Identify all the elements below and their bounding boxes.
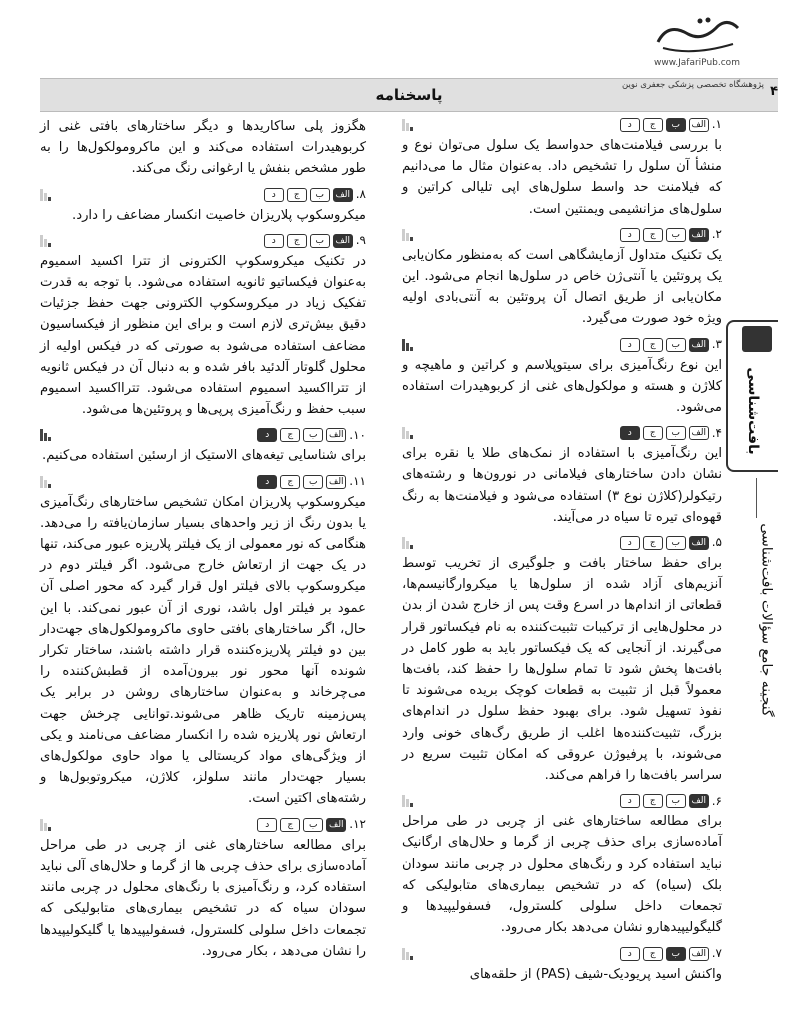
answer-item-header (402, 792, 722, 810)
option-box: ج (643, 338, 663, 352)
option-box: ج (287, 234, 307, 248)
answer-text: برای مطالعه ساختارهای غنی از چربی در طی مراحل آماده‌سازی برای حذف چربی از گرما و حلال‌های ارگانیک نباید استفاده کرد و رنگ‌های محلول در چربی مانند سودان بلک (سیاه) که در تشخیص بیماری‌های متابولیکی که تجمعات داخل سلولی کلسترول، فسفولیپیدها و گلیگولیپیدهارو نشان می‌دهد بکار می‌رود. (402, 814, 722, 936)
difficulty-bars-icon (40, 189, 51, 201)
option-box: ج (643, 536, 663, 550)
difficulty-bar (406, 799, 409, 807)
answer-item (40, 232, 366, 421)
book-title: گنجینه جامع سؤالات بافت‌شناسی (758, 523, 774, 717)
page-number: ۴ (770, 84, 778, 99)
difficulty-bar (48, 827, 51, 831)
difficulty-bar (410, 956, 413, 960)
question-number: ۶. (711, 793, 722, 808)
difficulty-bar (410, 545, 413, 549)
option-box: ب (666, 228, 686, 242)
answer-item (40, 186, 366, 226)
difficulty-bar (402, 948, 405, 960)
answers-left-column (40, 116, 366, 968)
option-box: ب (666, 536, 686, 550)
difficulty-bars-icon (40, 476, 51, 488)
option-box: د (620, 536, 640, 550)
answer-text: برای مطالعه ساختارهای غنی از چربی در طی مراحل آماده‌سازی برای حذف چربی ها از گرما و حلال‌های آلی نباید استفاده کرد، و رنگ‌آمیزی با رنگ‌های محلول در چربی مانند سودان سیاه که در تشخیص بیماری‌های متابولیکی که تجمعات داخل سلولی کلسترول، فسفولیپیدها یا گلیکولیپیدها را نشان می‌دهد ، بکار می‌رود. (40, 837, 366, 959)
difficulty-bar (44, 239, 47, 247)
option-box: د (620, 794, 640, 808)
option-box: د (620, 118, 640, 132)
answer-options (257, 425, 366, 446)
difficulty-bar (406, 952, 409, 960)
difficulty-bar (44, 480, 47, 488)
option-box: ب (303, 475, 323, 489)
option-box: ب (666, 426, 686, 440)
difficulty-bar (40, 819, 43, 831)
difficulty-bar (48, 243, 51, 247)
difficulty-bar (402, 795, 405, 807)
jafari-logo-icon (648, 12, 746, 58)
option-box: د (620, 426, 640, 440)
option-box: ج (280, 818, 300, 832)
answer-item-header (402, 116, 722, 134)
option-box: ب (666, 338, 686, 352)
answer-options (620, 943, 722, 964)
answer-options (620, 532, 722, 553)
answer-options (620, 791, 722, 812)
answer-options (620, 224, 722, 245)
answer-item-header (40, 473, 366, 491)
difficulty-bar (402, 229, 405, 241)
difficulty-bars-icon (402, 339, 413, 351)
difficulty-bar (402, 339, 405, 351)
answer-item-header (40, 426, 366, 444)
difficulty-bar (410, 803, 413, 807)
option-box: ب (310, 234, 330, 248)
option-box: د (264, 188, 284, 202)
difficulty-bar (410, 435, 413, 439)
option-box: ب (666, 794, 686, 808)
difficulty-bar (406, 541, 409, 549)
difficulty-bars-icon (402, 795, 413, 807)
option-box: ب (666, 947, 686, 961)
option-box: ج (643, 228, 663, 242)
answer-options (264, 184, 366, 205)
option-box: ب (303, 818, 323, 832)
answer-item (402, 945, 722, 985)
difficulty-bar (406, 431, 409, 439)
option-box: الف (689, 947, 709, 961)
difficulty-bar (44, 433, 47, 441)
answer-item-header (402, 424, 722, 442)
difficulty-bar (402, 427, 405, 439)
answer-item (40, 116, 366, 180)
option-box: ج (287, 188, 307, 202)
answer-item (40, 473, 366, 810)
question-number: ۱۲. (349, 817, 366, 832)
question-number: ۱۱. (349, 474, 366, 489)
answer-text: در تکنیک میکروسکوپ الکترونی از تترا اکسید اسمیوم به‌عنوان فیکساتیو ثانویه استفاده می‌شود. با توجه به قدرت تفکیک زیاد در میکروسکوپ الکترونی جهت حفظ جزئیات دقیق بیش‌تری لازم است و برای این منظور از فیکساسیون مضاعف استفاده می‌شود به صورتی که در فیکس اولیه از محلول گلوتار آلدئید بافر شده و به دنبال آن در فیکس ثانویه از تترااکسید اسمیوم استفاده می‌شود. تترااکسید اسمیوم سبب حفظ و رنگ‌آمیزی پرپی‌ها و پروتئین‌ها می‌شود. (40, 253, 366, 418)
question-number: ۳. (711, 337, 722, 352)
option-box: د (620, 947, 640, 961)
answer-item (402, 336, 722, 419)
question-number: ۲. (711, 227, 722, 242)
answer-text: یک تکنیک متداول آزمایشگاهی است که به‌منظور مکان‌یابی یک پروتئین یا آنتی‌ژن خاص در سلول‌ها انجام می‌شود. این مکان‌یابی از طریق اتصال آن پروتئین به آنتی‌بادی اولیه ویژه خود صورت می‌گیرد. (402, 247, 722, 327)
answer-item (402, 424, 722, 528)
difficulty-bar (44, 823, 47, 831)
difficulty-bar (40, 476, 43, 488)
logo-url: www.JafariPub.com (654, 58, 740, 68)
answer-item-header (402, 336, 722, 354)
answer-text: با بررسی فیلامنت‌های حدواسط یک سلول می‌توان نوع و منشأ آن سلول را تشخیص داد. به‌عنوان مثال ما می‌دانیم که فیلامنت حد واسط سلول‌های اپی تلیالی کراتین و سلول‌های مزانشیمی ویمنتین است. (402, 138, 722, 217)
option-box: الف (689, 536, 709, 550)
difficulty-bar (402, 537, 405, 549)
difficulty-bar (40, 235, 43, 247)
answer-item-header (40, 816, 366, 834)
option-box: د (257, 428, 277, 442)
option-box: د (620, 338, 640, 352)
answer-text: میکروسکوپ پلاریزان امکان تشخیص ساختارهای رنگ‌آمیزی یا بدون رنگ از زیر واحدهای بسیار سازمان‌یافته را می‌دهد. هنگامی که نور معمولی از یک فیلتر پلاریزه عبور می‌کند، تنها در یک جهت از ارتعاش خارج می‌شود. اگر فیلتر دوم در میکروسکوپ بالای فیلتر اول قرار گیرد که محور اصلی آن عمود بر فیلتر اول باشد، نوری از آن عبور نمی‌کند. با این حال، اگر ساختارهای بافتی حاوی ماکرومولکول‌های جهت‌دار بین دو فیلتر پلاریزه‌کننده قرار داشته باشند، ساختار تکرار شونده آنها محور نور بیرون‌آمده از قطبش‌کننده را می‌چرخاند و به‌عنوان ساختارهای روشن در برابر یک پس‌زمینه تاریک ظاهر می‌شوند.توانایی چرخش جهت ارتعاش نور پلاریزه شده را انکسار مضاعف می‌نامند و یکی از ویژگی‌های مواد کریستالی یا مواد حاوی مولکول‌های بسیار جهت‌دار مانند سلولز، کلاژن، میکروتوبول‌ها و رشته‌های اکتین است. (40, 494, 366, 807)
answer-text: برای شناسایی تیغه‌های الاستیک از ارسئین استفاده می‌کنیم. (42, 448, 366, 464)
option-box: الف (326, 818, 346, 832)
option-box: ج (280, 428, 300, 442)
answer-item-header (40, 232, 366, 250)
difficulty-bar (48, 197, 51, 201)
answer-options (620, 114, 722, 135)
difficulty-bar (410, 347, 413, 351)
difficulty-bars-icon (402, 537, 413, 549)
question-number: ۸. (355, 187, 366, 202)
option-box: الف (689, 338, 709, 352)
chapter-badge-icon (742, 326, 772, 352)
option-box: الف (689, 426, 709, 440)
difficulty-bar (44, 193, 47, 201)
answer-item (402, 792, 722, 938)
answer-text: واکنش اسید پریودیک-شیف (PAS) از حلقه‌های (469, 966, 722, 982)
option-box: ب (666, 118, 686, 132)
answer-item (40, 426, 366, 466)
option-box: ج (280, 475, 300, 489)
question-number: ۷. (711, 945, 722, 960)
answer-item-header (402, 534, 722, 552)
answer-item (402, 226, 722, 330)
difficulty-bar (406, 233, 409, 241)
answer-text: این رنگ‌آمیزی با استفاده از نمک‌های طلا یا نقره برای نشان دادن ساختارهای فیلامانی در نورون‌ها و رشته‌های رتیکولر(کلاژن نوع ۳) استفاده می‌شود و فیلامنت‌ها به رنگ قهوه‌ای تیره تا سیاه در می‌آیند. (402, 446, 722, 525)
option-box: الف (326, 428, 346, 442)
difficulty-bar (48, 484, 51, 488)
difficulty-bar (410, 127, 413, 131)
chapter-tab-label: بافت‌شناسی (745, 367, 761, 455)
answer-text: میکروسکوپ پلاریزان خاصیت انکسار مضاعف را دارد. (72, 207, 366, 223)
option-box: ج (643, 426, 663, 440)
answer-item (40, 816, 366, 962)
answer-text: هگزوز پلی ساکاریدها و دیگر ساختارهای بافتی غنی از کربوهیدرات استفاده می‌کند و این ماکرومولکول‌ها را به طور مشخص بنفش یا ارغوانی رنگ می‌کند. (40, 119, 366, 177)
difficulty-bar (406, 123, 409, 131)
side-divider (756, 478, 757, 518)
difficulty-bar (410, 237, 413, 241)
option-box: الف (333, 234, 353, 248)
answer-item (402, 116, 722, 220)
difficulty-bar (406, 343, 409, 351)
answer-options (264, 230, 366, 251)
option-box: ج (643, 118, 663, 132)
option-box: الف (333, 188, 353, 202)
option-box: ب (303, 428, 323, 442)
answers-right-column (402, 116, 722, 991)
answer-title: پاسخنامه (375, 86, 443, 104)
answer-item (402, 534, 722, 786)
option-box: د (257, 475, 277, 489)
difficulty-bars-icon (40, 429, 51, 441)
answer-item-header (40, 186, 366, 204)
difficulty-bar (40, 429, 43, 441)
answer-options (257, 814, 366, 835)
answer-options (257, 471, 366, 492)
difficulty-bar (402, 119, 405, 131)
option-box: الف (689, 794, 709, 808)
chapter-tab (726, 320, 778, 472)
answer-text: برای حفظ ساختار بافت و جلوگیری از تخریب توسط آنزیم‌های آزاد شده از سلول‌ها یا میکروارگانیسم‌ها، قطعاتی از اندام‌ها در اسرع وقت پس از خارج شدن از بدن در محلول‌هایی از ترکیبات تثبیت‌کننده به نام فیکساتور قرار می‌گیرند. از آنجایی که یک فیکساتور باید به طور کامل در بافت‌ها پخش شود تا تمام سلول‌ها را حفظ کند، بافت‌ها معمولاً قبل از تثبیت به قطعات کوچک بریده می‌شوند تا نفوذ تسهیل شود. برای بهبود حفظ سلول در اندام‌های بزرگ، تثبیت‌کننده‌ها اغلب از طریق رگ‌های خونی وارد می‌شوند، با پرفیوژن عروقی که امکان تثبیت سریع در سراسر بافت‌ها را فراهم می‌کند. (402, 556, 722, 784)
difficulty-bars-icon (402, 948, 413, 960)
question-number: ۵. (711, 535, 722, 550)
option-box: الف (689, 118, 709, 132)
publisher-logo (648, 12, 746, 74)
option-box: د (264, 234, 284, 248)
answer-item-header (402, 226, 722, 244)
answer-item-header (402, 945, 722, 963)
question-number: ۹. (355, 233, 366, 248)
difficulty-bar (40, 189, 43, 201)
option-box: د (620, 228, 640, 242)
option-box: ج (643, 794, 663, 808)
option-box: الف (326, 475, 346, 489)
question-number: ۱۰. (349, 427, 366, 442)
question-number: ۴. (711, 425, 722, 440)
answer-options (620, 423, 722, 444)
question-number: ۱. (711, 117, 722, 132)
option-box: الف (689, 228, 709, 242)
answer-options (620, 334, 722, 355)
option-box: ج (643, 947, 663, 961)
difficulty-bars-icon (402, 427, 413, 439)
difficulty-bars-icon (402, 119, 413, 131)
answer-text: این نوع رنگ‌آمیزی برای سیتوپلاسم و کراتین و ماهیچه و کلاژن و هسته و مولکول‌های غنی از کربوهیدرات استفاده می‌شود. (402, 357, 722, 416)
difficulty-bar (48, 437, 51, 441)
difficulty-bars-icon (40, 819, 51, 831)
option-box: د (257, 818, 277, 832)
difficulty-bars-icon (40, 235, 51, 247)
publisher-name: پژوهشگاه تخصصی پزشکی جعفری نوین (622, 80, 764, 90)
option-box: ب (310, 188, 330, 202)
difficulty-bars-icon (402, 229, 413, 241)
